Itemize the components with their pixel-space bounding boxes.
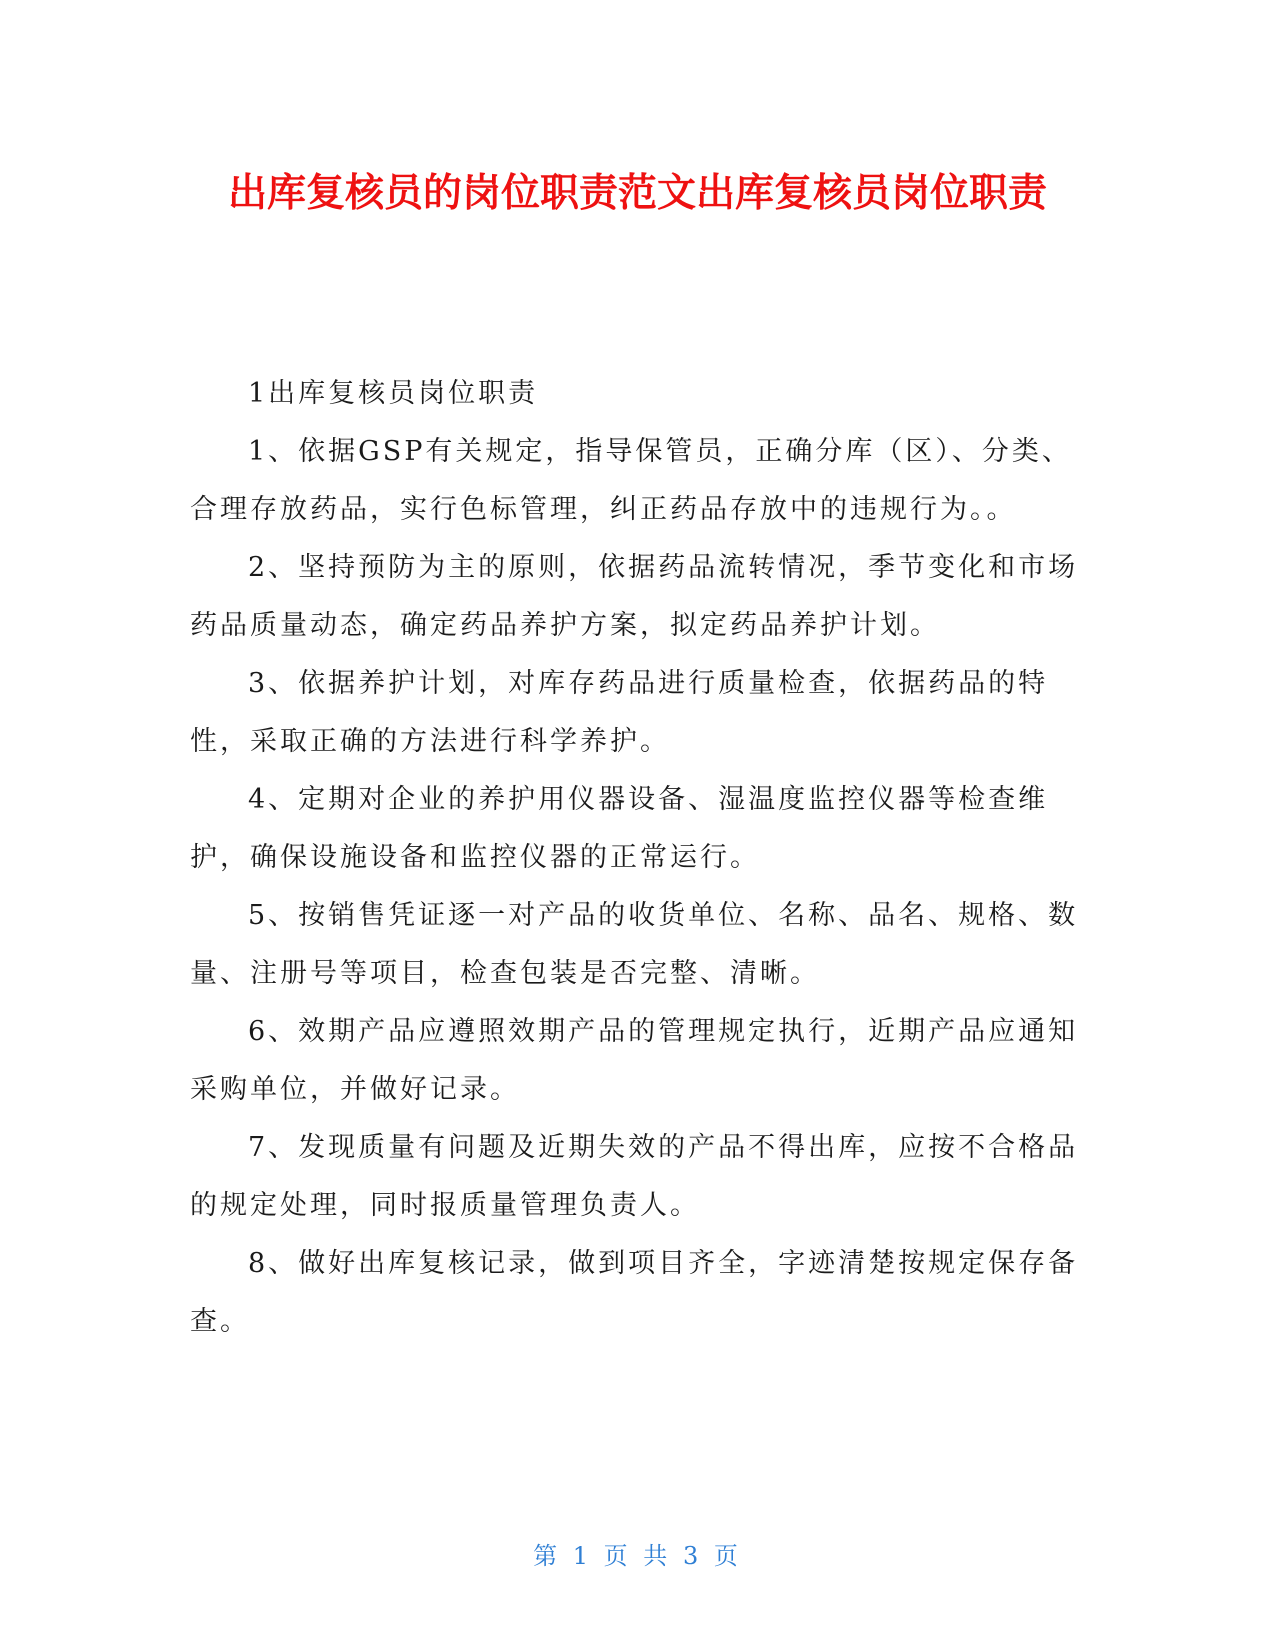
footer-mid: 页 共 [603, 1542, 672, 1570]
document-body [190, 365, 1080, 1351]
paragraph-item-7: 7、发现质量有问题及近期失效的产品不得出库，应按不合格品的规定处理，同时报质量管理负责人。 [190, 1132, 1079, 1221]
paragraph-item-4: 4、定期对企业的养护用仪器设备、湿温度监控仪器等检查维护，确保设施设备和监控仪器的正常运行。 [190, 784, 1049, 873]
paragraph-item-5: 5、按销售凭证逐一对产品的收货单位、名称、品名、规格、数量、注册号等项目，检查包装是否完整、清晰。 [190, 900, 1079, 989]
paragraph-item-2: 2、坚持预防为主的原则，依据药品流转情况，季节变化和市场药品质量动态，确定药品养护方案，拟定药品养护计划。 [190, 552, 1079, 641]
footer-prefix: 第 [533, 1542, 562, 1570]
paragraph-item-3: 3、依据养护计划，对库存药品进行质量检查，依据药品的特性，采取正确的方法进行科学养护。 [190, 668, 1049, 757]
page-footer [0, 1536, 1275, 1571]
paragraph-item-1: 1、依据GSP有关规定，指导保管员，正确分库（区）、分类、合理存放药品，实行色标管理，纠正药品存放中的违规行为。。 [190, 436, 1072, 525]
paragraph-item-8: 8、做好出库复核记录，做到项目齐全，字迹清楚按规定保存备查。 [190, 1248, 1079, 1337]
paragraph-heading: 1出库复核员岗位职责 [248, 378, 539, 409]
document-title: 出库复核员的岗位职责范文出库复核员岗位职责 [227, 171, 1047, 216]
footer-current-page: 1 [572, 1542, 593, 1570]
paragraph-item-6: 6、效期产品应遵照效期产品的管理规定执行，近期产品应通知采购单位，并做好记录。 [190, 1016, 1079, 1105]
footer-suffix: 页 [713, 1542, 742, 1570]
footer-total-pages: 3 [682, 1542, 703, 1570]
